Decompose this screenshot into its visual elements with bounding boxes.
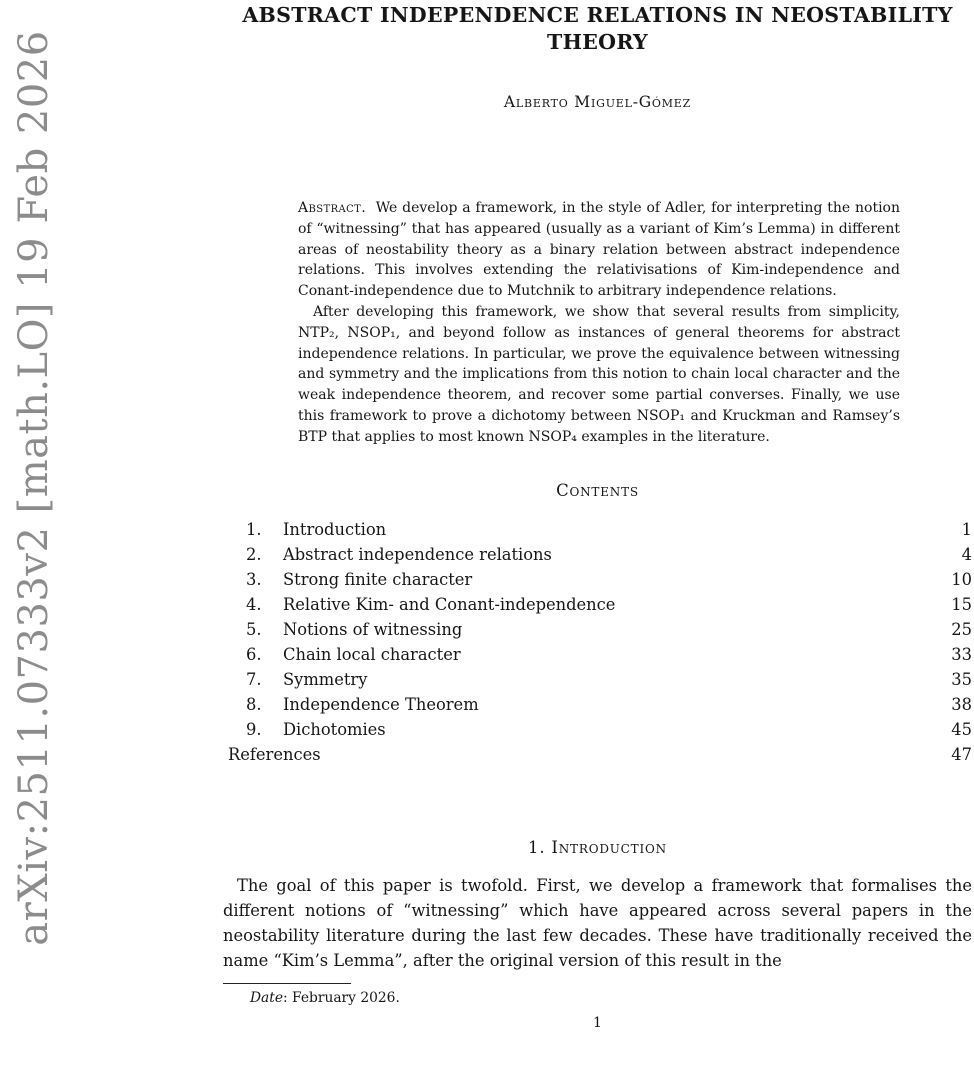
toc-item-number: 5. xyxy=(246,619,262,639)
toc-item-title: Independence Theorem xyxy=(283,695,479,715)
toc-item-references[interactable] xyxy=(228,742,972,767)
toc-item-number: 1. xyxy=(246,519,262,539)
toc-item-page: 1 xyxy=(961,519,972,539)
paper-title-line1: ABSTRACT INDEPENDENCE RELATIONS IN NEOSTABILITY xyxy=(242,3,953,27)
toc-item-title: Chain local character xyxy=(283,645,461,665)
footnote-rule xyxy=(223,983,351,984)
toc-item-relative-kim-conant-independence[interactable] xyxy=(228,592,972,617)
toc-item-number: 4. xyxy=(246,594,262,614)
author-name: Alberto Miguel-Gómez xyxy=(503,93,692,111)
toc-item-title: Dichotomies xyxy=(283,720,386,740)
toc-item-page: 33 xyxy=(951,645,972,665)
toc-item-notions-of-witnessing[interactable] xyxy=(228,617,972,642)
date-value: : February 2026. xyxy=(283,989,400,1006)
toc-item-title: Strong finite character xyxy=(283,569,473,589)
toc-item-page: 38 xyxy=(951,695,972,715)
toc-item-number: 8. xyxy=(246,695,262,715)
abstract-paragraph-1 xyxy=(298,198,900,302)
toc-item-number: 7. xyxy=(246,670,262,690)
toc-item-title: References xyxy=(228,745,321,765)
abstract-paragraph-1-text: We develop a framework, in the style of Adler, for interpreting the notion of “witnessing” that has appeared (usually as a variant of Kim’s Lemma) in different areas of neostability theory as a binary relation between abstract independence relations. This involves extending the relativisations of Kim-independence and Conant-independence due to Mutchnik to arbitrary independence relations. xyxy=(298,200,900,300)
toc-item-title: Abstract independence relations xyxy=(283,544,552,564)
paper-title xyxy=(223,2,972,56)
toc-item-title: Symmetry xyxy=(283,670,368,690)
toc-item-number: 6. xyxy=(246,645,262,665)
toc-item-number: 2. xyxy=(246,544,262,564)
date-label: Date xyxy=(250,989,283,1006)
toc-item-title: Relative Kim- and Conant-independence xyxy=(283,594,616,614)
toc-item-strong-finite-character[interactable] xyxy=(228,567,972,592)
paper-page xyxy=(223,0,972,1031)
abstract-block xyxy=(298,198,900,448)
paper-title-line2: THEORY xyxy=(547,30,648,54)
toc-item-introduction[interactable] xyxy=(228,517,972,542)
date-footnote xyxy=(223,990,972,1006)
toc-item-chain-local-character[interactable] xyxy=(228,642,972,667)
section-1-heading: 1. Introduction xyxy=(528,837,667,857)
arxiv-watermark: arXiv:2511.07333v2 [math.LO] 19 Feb 2026 xyxy=(11,30,57,946)
page-number: 1 xyxy=(593,1014,602,1031)
toc-item-page: 35 xyxy=(951,670,972,690)
toc-item-independence-theorem[interactable] xyxy=(228,692,972,717)
toc-item-abstract-independence-relations[interactable] xyxy=(228,542,972,567)
toc-item-page: 25 xyxy=(951,619,972,639)
toc-item-page: 10 xyxy=(951,569,972,589)
toc-item-symmetry[interactable] xyxy=(228,667,972,692)
toc-item-title: Introduction xyxy=(283,519,387,539)
toc-item-number: 3. xyxy=(246,569,262,589)
toc-item-number: 9. xyxy=(246,720,262,740)
contents-heading: Contents xyxy=(556,480,639,500)
toc-item-page: 47 xyxy=(951,745,972,765)
toc-item-page: 15 xyxy=(951,594,972,614)
toc-item-page: 4 xyxy=(961,544,972,564)
introduction-paragraph: The goal of this paper is twofold. First, we develop a framework that formalises the different notions of “witnessing” which have appeared across several papers in the neostability literature during the last few decades. These have traditionally received the name “Kim’s Lemma”, after the original version of this result in the xyxy=(223,875,972,970)
abstract-label: Abstract. xyxy=(298,200,367,216)
toc-item-dichotomies[interactable] xyxy=(228,717,972,742)
table-of-contents xyxy=(223,517,972,768)
toc-item-title: Notions of witnessing xyxy=(283,619,463,639)
abstract-paragraph-2: After developing this framework, we show that several results from simplicity, NTP₂, NSOP₁, and beyond follow as instances of general theorems for abstract independence relations. In particular, we prove the equivalence between witnessing and symmetry and the implications from this notion to chain local character and the weak independence theorem, and recover some partial converses. Finally, we use this framework to prove a dichotomy between NSOP₁ and Kruckman and Ramsey’s BTP that applies to most known NSOP₄ examples in the literature. xyxy=(298,303,900,445)
toc-item-page: 45 xyxy=(951,720,972,740)
